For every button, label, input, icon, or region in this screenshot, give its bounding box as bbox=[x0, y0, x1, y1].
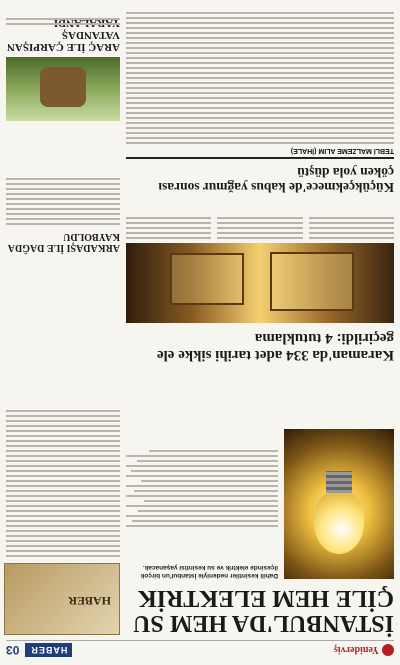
photo-detail bbox=[40, 67, 86, 107]
photo-detail bbox=[170, 253, 244, 305]
side-ad bbox=[4, 563, 120, 635]
text-line bbox=[6, 485, 120, 487]
text-line bbox=[6, 525, 120, 527]
text-line bbox=[126, 67, 394, 69]
text-line bbox=[126, 42, 394, 44]
text-line bbox=[126, 22, 394, 24]
text-line bbox=[6, 490, 120, 492]
text-line bbox=[6, 460, 120, 462]
text-line bbox=[217, 237, 302, 239]
text-line bbox=[6, 223, 120, 225]
side-article-body bbox=[6, 257, 120, 557]
text-line bbox=[126, 112, 394, 114]
page-number: 03 bbox=[6, 643, 20, 657]
text-line bbox=[6, 415, 120, 417]
text-line bbox=[6, 208, 120, 210]
text-line bbox=[126, 97, 394, 99]
text-line bbox=[6, 465, 120, 467]
text-line bbox=[126, 92, 394, 94]
text-line bbox=[144, 500, 278, 502]
text-line bbox=[126, 142, 394, 144]
text-line bbox=[126, 72, 394, 74]
text-line bbox=[6, 495, 120, 497]
text-line bbox=[6, 183, 120, 185]
logo-text: Yeniderviş bbox=[334, 644, 379, 656]
text-line bbox=[6, 198, 120, 200]
text-line bbox=[6, 430, 120, 432]
text-line bbox=[6, 445, 120, 447]
text-line bbox=[309, 217, 394, 219]
text-line bbox=[6, 178, 120, 180]
third-headline: Küçükçekmece'de kabus yağmur sonrası çöken yola düştü bbox=[158, 165, 394, 195]
text-line bbox=[217, 217, 302, 219]
text-line bbox=[126, 222, 211, 224]
text-line bbox=[6, 218, 120, 220]
text-line bbox=[126, 122, 394, 124]
text-line bbox=[6, 510, 120, 512]
main-headline: İSTANBUL'DA HEM SU ÇİLE HEM ELEKTRİK bbox=[133, 585, 394, 636]
text-line bbox=[126, 107, 394, 109]
lightbulb-photo bbox=[284, 429, 394, 579]
text-line bbox=[6, 193, 120, 195]
side-photo bbox=[6, 57, 120, 121]
side-ad-text: HABER bbox=[68, 594, 111, 608]
text-line bbox=[126, 455, 278, 457]
text-line bbox=[309, 232, 394, 234]
side-headline: ARKADAŞI İLE DAĞDA KAYBOLDU bbox=[8, 231, 120, 253]
section-label: HABER bbox=[25, 643, 72, 657]
text-line bbox=[6, 420, 120, 422]
text-line bbox=[132, 520, 278, 522]
text-line bbox=[6, 535, 120, 537]
text-line bbox=[6, 550, 120, 552]
text-line bbox=[126, 505, 278, 507]
text-line bbox=[134, 490, 278, 492]
text-line bbox=[137, 460, 278, 462]
text-line bbox=[6, 450, 120, 452]
text-line bbox=[126, 515, 278, 517]
text-line bbox=[126, 117, 394, 119]
side-bottom-text bbox=[6, 5, 120, 25]
text-line bbox=[126, 127, 394, 129]
bulb-base bbox=[326, 471, 352, 493]
text-column bbox=[217, 199, 302, 239]
page-label bbox=[6, 643, 72, 657]
text-line bbox=[6, 410, 120, 412]
text-line bbox=[6, 515, 120, 517]
text-column bbox=[126, 199, 211, 239]
text-line bbox=[126, 77, 394, 79]
main-column bbox=[126, 5, 394, 635]
text-line bbox=[6, 455, 120, 457]
text-line bbox=[6, 505, 120, 507]
text-line bbox=[126, 32, 394, 34]
text-line bbox=[126, 132, 394, 134]
text-line bbox=[6, 545, 120, 547]
text-line bbox=[126, 12, 394, 14]
text-line bbox=[126, 525, 278, 527]
text-line bbox=[6, 530, 120, 532]
text-line bbox=[6, 480, 120, 482]
text-line bbox=[6, 470, 120, 472]
text-line bbox=[309, 222, 394, 224]
text-line bbox=[126, 62, 394, 64]
text-line bbox=[126, 227, 211, 229]
text-line bbox=[6, 520, 120, 522]
text-line bbox=[126, 475, 278, 477]
text-line bbox=[126, 82, 394, 84]
text-line bbox=[126, 37, 394, 39]
text-line bbox=[126, 52, 394, 54]
text-line bbox=[149, 450, 278, 452]
second-article-body bbox=[126, 199, 394, 239]
text-line bbox=[126, 217, 211, 219]
article-body bbox=[126, 367, 278, 527]
second-headline: Karaman'da 334 adet tarihi sikke ele geçirildi: 4 tutuklama bbox=[156, 330, 394, 363]
text-line bbox=[217, 222, 302, 224]
side-bottom-headline: ARAÇ İLE ÇARPIŞAN VATANDAŞ bbox=[6, 29, 120, 53]
photo-detail bbox=[270, 252, 354, 311]
text-line bbox=[126, 102, 394, 104]
text-line bbox=[6, 18, 120, 20]
newspaper-logo bbox=[334, 644, 394, 656]
text-line bbox=[126, 87, 394, 89]
text-line bbox=[126, 485, 278, 487]
text-line bbox=[6, 23, 120, 25]
text-line bbox=[126, 57, 394, 59]
text-line bbox=[6, 555, 120, 557]
tender-notice bbox=[126, 3, 394, 159]
lead-paragraph: Dahili kesintiler nedeniyle İstanbul'un birçok ilçesinde elektrik ve su kesintisi yaşanacak. bbox=[140, 564, 278, 579]
text-line bbox=[126, 47, 394, 49]
text-line bbox=[138, 510, 278, 512]
text-line bbox=[6, 188, 120, 190]
text-line bbox=[126, 17, 394, 19]
text-line bbox=[6, 475, 120, 477]
text-line bbox=[126, 27, 394, 29]
text-line bbox=[141, 480, 278, 482]
coins-photo bbox=[126, 243, 394, 323]
text-line bbox=[6, 435, 120, 437]
side-column bbox=[6, 5, 120, 635]
text-line bbox=[6, 540, 120, 542]
text-line bbox=[217, 232, 302, 234]
text-line bbox=[126, 137, 394, 139]
page-header bbox=[6, 640, 394, 659]
text-line bbox=[131, 470, 278, 472]
text-line bbox=[126, 465, 278, 467]
text-line bbox=[217, 227, 302, 229]
text-line bbox=[6, 500, 120, 502]
lightbulb-icon bbox=[314, 492, 364, 554]
logo-icon bbox=[382, 644, 394, 656]
notice-title: TEBLİ MALZEME ALIM (İHALE) bbox=[290, 147, 394, 154]
text-line bbox=[6, 440, 120, 442]
text-line bbox=[6, 203, 120, 205]
text-line bbox=[126, 495, 278, 497]
side-article-body-2 bbox=[6, 125, 120, 225]
text-line bbox=[6, 213, 120, 215]
text-line bbox=[126, 237, 211, 239]
text-line bbox=[6, 425, 120, 427]
text-line bbox=[126, 232, 211, 234]
text-line bbox=[309, 237, 394, 239]
text-column bbox=[309, 199, 394, 239]
text-line bbox=[309, 227, 394, 229]
